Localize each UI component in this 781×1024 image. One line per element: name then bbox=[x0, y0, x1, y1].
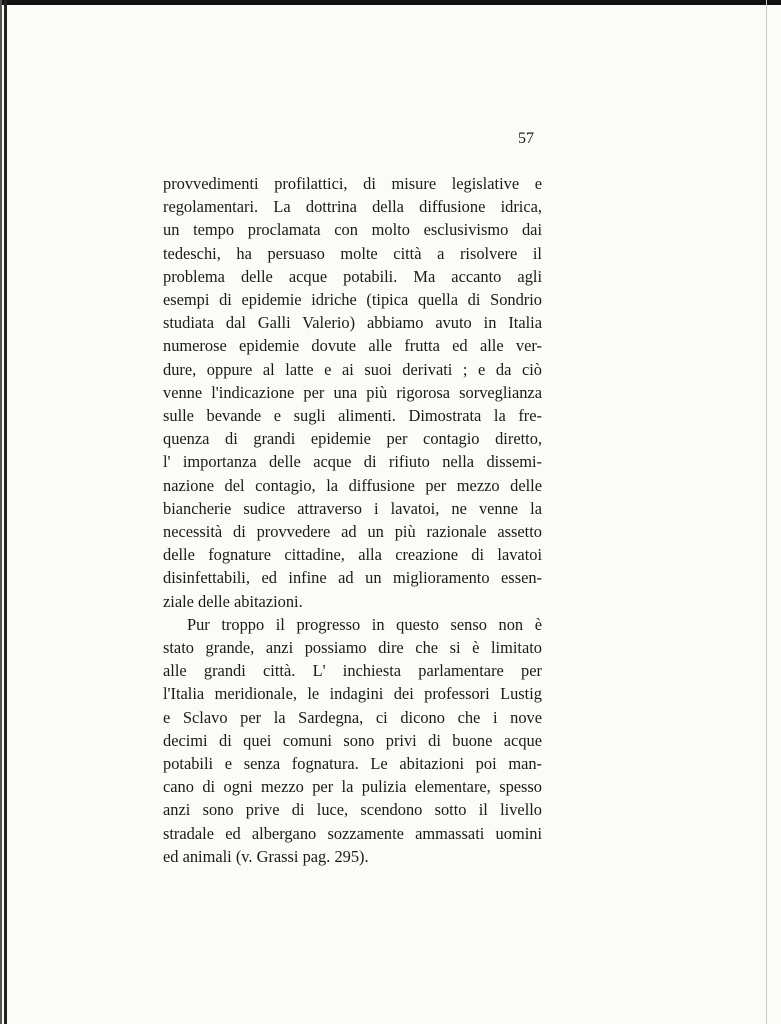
text-line: biancherie sudice attraverso i lavatoi, ne venne la bbox=[163, 498, 542, 518]
scan-left-edge bbox=[0, 0, 2, 1024]
text-line: l'Italia meridionale, le indagini dei professori Lustig bbox=[163, 684, 542, 704]
text-line: disinfettabili, ed infine ad un miglioramento essen- bbox=[163, 568, 542, 588]
text-line: quenza di grandi epidemie per contagio diretto, bbox=[163, 429, 542, 449]
text-line: anzi sono prive di luce, scendono sotto il livello bbox=[163, 800, 542, 820]
text-line: l' importanza delle acque di rifiuto nella dissemi- bbox=[163, 452, 542, 472]
text-line: decimi di quei comuni sono privi di buone acque bbox=[163, 730, 542, 750]
scan-binding-line bbox=[4, 0, 7, 1024]
text-line: regolamentari. La dottrina della diffusione idrica, bbox=[163, 197, 542, 217]
text-line: problema delle acque potabili. Ma accanto agli bbox=[163, 266, 542, 286]
text-line: stato grande, anzi possiamo dire che si è limitato bbox=[163, 638, 542, 658]
text-line: ed animali (v. Grassi pag. 295). bbox=[163, 846, 369, 866]
text-line: tedeschi, ha persuaso molte città a risolvere il bbox=[163, 243, 542, 263]
text-line: stradale ed albergano sozzamente ammassati uomini bbox=[163, 823, 542, 843]
text-line: dure, oppure al latte e ai suoi derivati ; e da ciò bbox=[163, 359, 542, 379]
text-line: provvedimenti profilattici, di misure legislative e bbox=[163, 174, 542, 193]
scan-top-border bbox=[0, 0, 781, 5]
text-line: nazione del contagio, la diffusione per mezzo delle bbox=[163, 475, 542, 495]
text-line: potabili e senza fognatura. Le abitazioni poi man- bbox=[163, 754, 542, 774]
text-line: cano di ogni mezzo per la pulizia elementare, spesso bbox=[163, 777, 542, 797]
text-line: venne l'indicazione per una più rigorosa sorveglianza bbox=[163, 382, 542, 402]
text-line: ziale delle abitazioni. bbox=[163, 591, 303, 611]
scan-right-edge bbox=[766, 0, 767, 1024]
text-line: Pur troppo il progresso in questo senso non è bbox=[187, 614, 542, 634]
page-number: 57 bbox=[518, 130, 534, 147]
text-line: e Sclavo per la Sardegna, ci dicono che i nove bbox=[163, 707, 542, 727]
text-line: sulle bevande e sugli alimenti. Dimostrata la fre- bbox=[163, 406, 542, 426]
text-line: numerose epidemie dovute alle frutta ed alle ver- bbox=[163, 336, 542, 356]
text-line: un tempo proclamata con molto esclusivismo dai bbox=[163, 220, 542, 240]
text-line: esempi di epidemie idriche (tipica quella di Sondrio bbox=[163, 290, 542, 310]
text-line: necessità di provvedere ad un più razionale assetto bbox=[163, 522, 542, 542]
text-line: alle grandi città. L' inchiesta parlamentare per bbox=[163, 661, 542, 681]
text-line: delle fognature cittadine, alla creazione di lavatoi bbox=[163, 545, 542, 565]
text-line: studiata dal Galli Valerio) abbiamo avuto in Italia bbox=[163, 313, 542, 333]
body-text bbox=[163, 172, 542, 868]
